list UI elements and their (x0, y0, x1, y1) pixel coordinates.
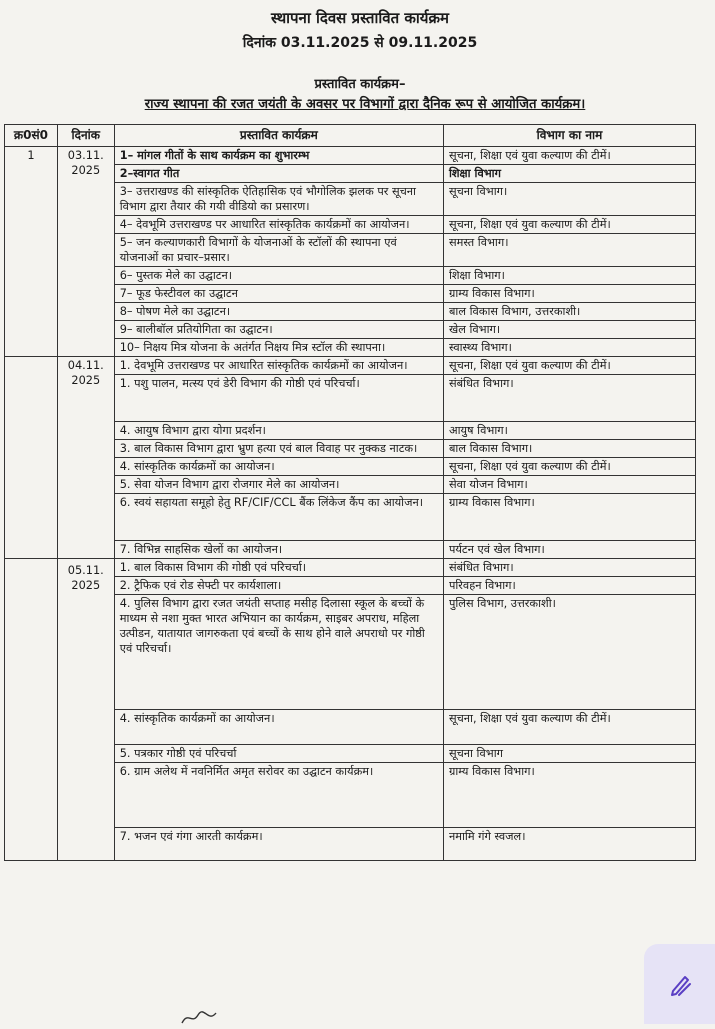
description (30, 94, 700, 112)
header-program: प्रस्तावित कार्यक्रम (114, 125, 443, 147)
department-cell: संबंधित विभाग। (443, 559, 695, 577)
serial-number (5, 559, 58, 861)
department-cell: ग्राम्य विकास विभाग। (443, 285, 695, 303)
serial-number (5, 357, 58, 559)
program-cell: 4. सांस्कृतिक कार्यक्रमों का आयोजन। (114, 710, 443, 745)
date-range: दिनांक 03.11.2025 से 09.11.2025 (242, 35, 478, 51)
program-cell: 7– फूड फेस्टीवल का उद्घाटन (114, 285, 443, 303)
department-cell: नमामि गंगे स्वजल। (443, 828, 695, 861)
department-cell: सूचना विभाग। (443, 183, 695, 216)
program-cell: 6– पुस्तक मेले का उद्घाटन। (114, 267, 443, 285)
department-cell: शिक्षा विभाग। (443, 267, 695, 285)
edit-pen-icon (665, 969, 695, 999)
document-title: स्थापना दिवस प्रस्तावित कार्यक्रम (271, 9, 449, 27)
department-cell: सूचना, शिक्षा एवं युवा कल्याण की टीमें। (443, 357, 695, 375)
department-cell: बाल विकास विभाग, उत्तरकाशी। (443, 303, 695, 321)
header-date: दिनांक (57, 125, 114, 147)
department-cell: सूचना, शिक्षा एवं युवा कल्याण की टीमें। (443, 147, 695, 165)
program-cell: 1– मांगल गीतों के साथ कार्यक्रम का शुभारम्भ (114, 147, 443, 165)
date-cell: 03.11. 2025 (57, 147, 114, 357)
department-cell: खेल विभाग। (443, 321, 695, 339)
department-cell: सूचना विभाग (443, 745, 695, 763)
program-table (4, 124, 696, 861)
department-cell: स्वास्थ्य विभाग। (443, 339, 695, 357)
program-cell: 4– देवभूमि उत्तराखण्ड पर आधारित सांस्कृतिक कार्यक्रमों का आयोजन। (114, 216, 443, 234)
department-cell: पुलिस विभाग, उत्तरकाशी। (443, 595, 695, 710)
program-cell: 5. पत्रकार गोष्ठी एवं परिचर्चा (114, 745, 443, 763)
program-cell: 1. देवभूमि उत्तराखण्ड पर आधारित सांस्कृतिक कार्यक्रमों का आयोजन। (114, 357, 443, 375)
department-cell: सेवा योजन विभाग। (443, 476, 695, 494)
department-cell: ग्राम्य विकास विभाग। (443, 763, 695, 828)
program-cell: 3– उत्तराखण्ड की सांस्कृतिक ऐतिहासिक एवं भौगोलिक झलक पर सूचना विभाग द्वारा तैयार की गयी वीडियो का प्रसारण। (114, 183, 443, 216)
subtitle: प्रस्तावित कार्यक्रम– (314, 77, 406, 92)
department-cell: पर्यटन एवं खेल विभाग। (443, 541, 695, 559)
department-cell: परिवहन विभाग। (443, 577, 695, 595)
department-cell: बाल विकास विभाग। (443, 440, 695, 458)
edit-fab[interactable] (644, 944, 715, 1024)
department-cell: समस्त विभाग। (443, 234, 695, 267)
department-cell: आयुष विभाग। (443, 422, 695, 440)
program-cell: 2–स्वागत गीत (114, 165, 443, 183)
program-cell: 5. सेवा योजन विभाग द्वारा रोजगार मेले का आयोजन। (114, 476, 443, 494)
program-cell: 6. ग्राम अलेथ में नवनिर्मित अमृत सरोवर का उद्घाटन कार्यक्रम। (114, 763, 443, 828)
date-cell: 04.11. 2025 (57, 357, 114, 559)
department-cell: संबंधित विभाग। (443, 375, 695, 422)
program-cell: 4. पुलिस विभाग द्वारा रजत जयंती सप्ताह मसीह दिलासा स्कूल के बच्चों के माध्यम से नशा मुक्त भारत अभियान का कार्यक्रम, साइबर अपराध, महिला उत्पीडन, यातायात जागरुकता एवं बच्चों के साथ होने वाले अपराधो पर गोष्ठी एवं परिचर्चा। (114, 595, 443, 710)
program-cell: 7. विभिन्न साहसिक खेलों का आयोजन। (114, 541, 443, 559)
table-header-row (5, 125, 696, 147)
department-cell: सूचना, शिक्षा एवं युवा कल्याण की टीमें। (443, 458, 695, 476)
program-cell: 4. सांस्कृतिक कार्यक्रमों का आयोजन। (114, 458, 443, 476)
header-sn: क्र0सं0 (5, 125, 58, 147)
program-cell: 1. बाल विकास विभाग की गोष्ठी एवं परिचर्चा। (114, 559, 443, 577)
department-cell: सूचना, शिक्षा एवं युवा कल्याण की टीमें। (443, 216, 695, 234)
program-cell: 1. पशु पालन, मत्स्य एवं डेरी विभाग की गोष्ठी एवं परिचर्चा। (114, 375, 443, 422)
table-row (5, 559, 696, 577)
signature-mark (180, 1010, 220, 1029)
department-cell: शिक्षा विभाग (443, 165, 695, 183)
department-cell: सूचना, शिक्षा एवं युवा कल्याण की टीमें। (443, 710, 695, 745)
program-cell: 5– जन कल्याणकारी विभागों के योजनाओं के स्टॉलों की स्थापना एवं योजनाओं का प्रचार–प्रसार। (114, 234, 443, 267)
program-cell: 6. स्वयं सहायता समूहो हेतु RF/CIF/CCL बैंक लिंकेज कैंप का आयोजन। (114, 494, 443, 541)
department-cell: ग्राम्य विकास विभाग। (443, 494, 695, 541)
program-cell: 9– बालीबॉल प्रतियोगिता का उद्घाटन। (114, 321, 443, 339)
table-row (5, 357, 696, 375)
program-cell: 7. भजन एवं गंगा आरती कार्यक्रम। (114, 828, 443, 861)
date-cell: 05.11. 2025 (57, 559, 114, 861)
header-department: विभाग का नाम (443, 125, 695, 147)
table-row (5, 147, 696, 165)
program-cell: 8– पोषण मेले का उद्घाटन। (114, 303, 443, 321)
serial-number: 1 (5, 147, 58, 357)
program-cell: 2. ट्रैफिक एवं रोड सेफ्टी पर कार्यशाला। (114, 577, 443, 595)
program-cell: 10– निक्षय मित्र योजना के अतंर्गत निक्षय मित्र स्टॉल की स्थापना। (114, 339, 443, 357)
program-cell: 3. बाल विकास विभाग द्वारा भ्रुण हत्या एवं बाल विवाह पर नुक्कड नाटक। (114, 440, 443, 458)
program-cell: 4. आयुष विभाग द्वारा योगा प्रदर्शन। (114, 422, 443, 440)
description-text: राज्य स्थापना की रजत जयंती के अवसर पर विभागों द्वारा दैनिक रूप से आयोजित कार्यक्रम। (144, 97, 586, 112)
